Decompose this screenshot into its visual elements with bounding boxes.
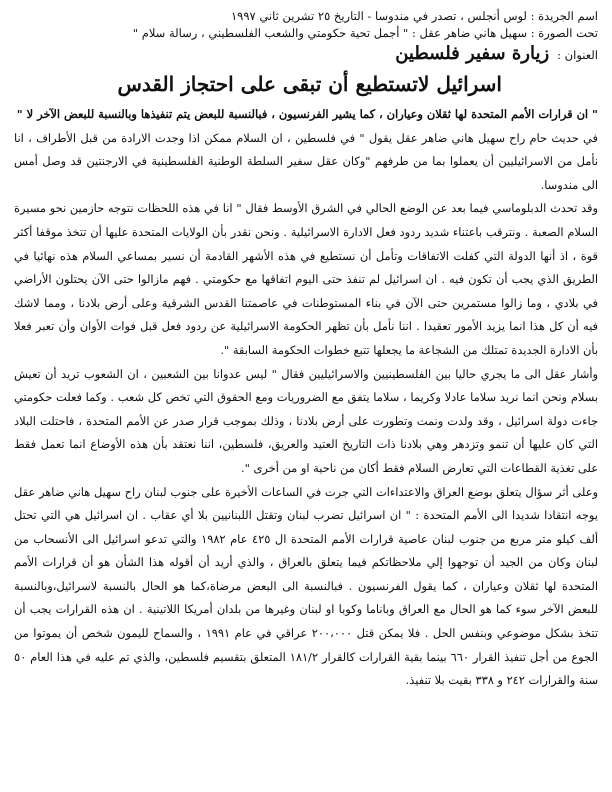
paragraph-intro: في حديث حام راح سهيل هاني ضاهر عقل يقول " في فلسطين ، ان السلام ممكن اذا وجدت الارادة من قبل الأطراف ، انا نأمل من الاسرائيليين أن يعملوا بما من طرفهم "وكان عقل سفير السلطة الوطنية الفلسطينية في الارجنتين قد وصل أمس الى مندوسا. — [14, 130, 598, 192]
lead-quote: " ان قرارات الأمم المتحدة لها ثقلان وعياران ، كما يشير الفرنسيون ، فبالنسبة للبعض يتم تنفيذها وبالنسبة للبعض الآخر لا " — [16, 107, 598, 121]
photo-caption-line: تحت الصورة : سهيل هاني ضاهر عقل : " أجمل تحية حكومتي والشعب الفلسطيني ، رسالة سلام " — [132, 26, 598, 40]
paragraph-peoples: وأشار عقل الى ما يجري حاليا بين الفلسطينيين والاسرائيليين فقال " ليس عدوانا بين الشعبين ، ان الشعوب تريد أن تعيش بسلام ونحن انما نريد سلاما عادلا وكريما ، سلاما يتفق مع الضروريات ومع الحقوق التي تخص كل شعب . وكما فعلت حكومتي جاءت دولة اسرائيل ، وقد ولدت ونمت وتطورت على أرض بلادنا ، وذلك بموجب قرار صدر عن الأمم المتحدة ، فاحتلت البلاد التي كان عليها أن تنمو وتزدهر وهي بلادنا ذات التاريخ العتيد والعريق، فلسطين، اننا نعتقد بأن هذه الأوضاع انما تعمل فقط على تغذية القطاعات التي تعارض السلام فقط أكان من ناحية او من أخرى ". — [14, 366, 598, 475]
paragraph-iraq-lebanon: وعلى أثر سؤال يتعلق بوضع العراق والاعتداءات التي جرت في الساعات الأخيرة على جنوب لبنان راح سهيل هاني ضاهر عقل يوجه انتقادا شديدا الى الأمم المتحدة : " ان اسرائيل تضرب لبنان وتقتل اللبنانيين بلا أي عقاب . ان اسرائيل هي التي تحتل ألف كيلو متر مربع من جنوب لبنان عاصية قرارات الأمم المتحدة ال ٤٢٥ عام ١٩٨٢ والتي تدعو اسرائيل الى الأنسحاب من لبنان وكان من الجيد أن توجهوا إلي ملاحظاتكم فيما يتعلق بالعراق ، والذي أريد أن أقوله هذا الشأن هو أن قرارات الأمم المتحدة لها ثقلان وعياران ، كما يقول الفرنسيون . فبالنسبة الى البعض مرضاة،كما هو الحال بالنسبة لاسرائيل،وبالنسبة للبعض الآخر سوء كما هو الحال مع العراق وباناما وكوبا او لبنان وغيرها من بلدان أمريكا اللاتينية . ان هذه القرارات يجب أن تتخذ بشكل موضوعي وبنفس الحل . فلا يمكن قتل ٢٠٠،٠٠٠ عراقي في عام ١٩٩١ ، والسماح لليمون شخص أن يموتوا من الجوع من أجل تنفيذ القرار ٦٦٠ بينما بقية القرارات كالقرار ١٨١/٢ المتعلق بتقسيم فلسطين، والذي تم عليه في هذا العام ٥٠ سنة والقرارات ٢٤٢ و ٣٣٨ بقيت بلا تنفيذ. — [14, 484, 599, 688]
title-line — [14, 42, 598, 67]
paragraph-middle-east: وقد تحدث الدبلوماسي فيما بعد عن الوضع الحالي في الشرق الأوسط فقال " انا في هذه اللحظات نتوجه حازمين نحو مسيرة السلام الصعبة . ونترقب باعتناء شديد ردود فعل الادارة الاسرائيلية . ونحن نقدر بأن الولايات المتحدة عليها أن تتخذ موقفا أكثر قوة ، اذ أنها الدولة التي كفلت الاتفاقات وتأمل أن نستطيع في هذه الأشهر القادمة أن نسير بمساعي السلام هذه نهائيا في الطريق الذي يجب أن تكون فيه . ان اسرائيل لم تنفذ حتى اليوم اتفاقها مع حكومتي . فهم مازالوا حتى الآن يحتلون الأراضي في بلادي ، وما زالوا مستمرين حتى الآن في بناء المستوطنات في عاصمتنا القدس الشرقية وعلى أرض بلادنا ، ومما لاشك فيه أن كل هذا انما يزيد الأمور تعقيدا . اننا نأمل بأن تظهر الحكومة الاسرائيلية عن ردود فعل قبل فوات الأوان وأن تعبر فعلا بأن الادارة الجديدة تمتلك من الشجاعة ما يجعلها تتبع خطوات الحكومة السابقة ". — [14, 201, 598, 357]
article-title: زيارة سفير فلسطين — [395, 43, 550, 64]
headline: اسرائيل لاتستطيع أن تبقى على احتجاز القدس — [117, 72, 502, 96]
source-line: اسم الجريدة : لوس أنجلس ، تصدر في مندوسا - التاريخ ٢٥ تشرين ثاني ١٩٩٧ — [230, 9, 598, 23]
title-label: العنوان : — [557, 48, 598, 62]
